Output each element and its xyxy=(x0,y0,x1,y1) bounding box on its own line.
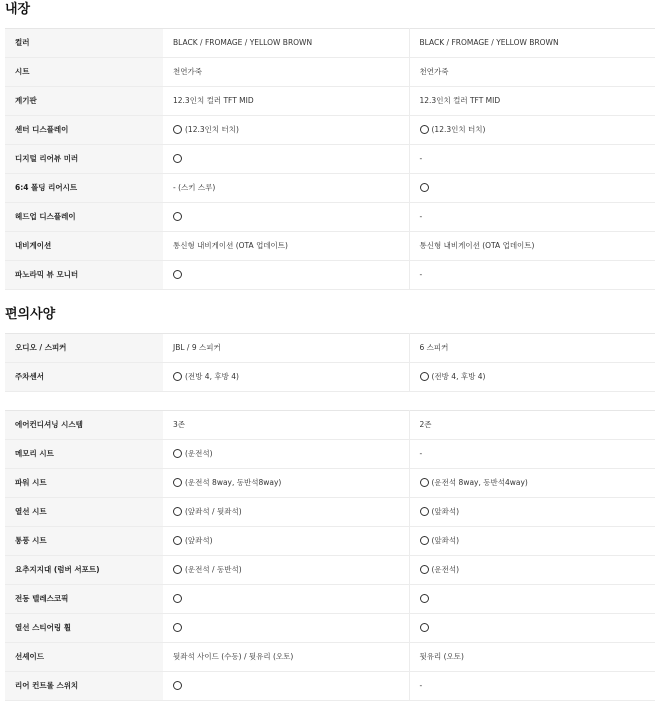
circle-available-icon xyxy=(173,681,182,690)
spec-value-b xyxy=(409,440,655,469)
spec-value-b xyxy=(409,556,655,585)
spec-value-a xyxy=(163,363,409,392)
spec-label: 오디오 / 스피커 xyxy=(5,334,163,363)
spec-value-a xyxy=(163,643,409,672)
spec-value-text: (운전석 / 동반석) xyxy=(185,565,242,574)
circle-available-icon xyxy=(173,623,182,632)
spec-value-text: 2존 xyxy=(419,420,432,429)
spec-value-text: BLACK / FROMAGE / YELLOW BROWN xyxy=(173,38,313,47)
spec-label: 통풍 시트 xyxy=(5,527,163,556)
spec-value-text: 천연가죽 xyxy=(173,67,202,76)
spec-value-b xyxy=(409,643,655,672)
spec-value-text: (앞좌석) xyxy=(431,536,460,545)
spec-label: 주차센서 xyxy=(5,363,163,392)
spec-value-text: - xyxy=(419,212,423,221)
circle-available-icon xyxy=(173,372,182,381)
spec-row xyxy=(5,527,655,556)
spec-row xyxy=(5,469,655,498)
spec-label: 파워 시트 xyxy=(5,469,163,498)
spec-value-text: (앞좌석) xyxy=(431,507,460,516)
spec-value-a xyxy=(163,232,409,261)
spec-value-text: 통신형 내비게이션 (OTA 업데이트) xyxy=(419,241,535,250)
interior-spec-table xyxy=(5,28,655,290)
spec-value-b xyxy=(409,363,655,392)
spec-row xyxy=(5,203,655,232)
circle-available-icon xyxy=(420,372,429,381)
spec-value-a xyxy=(163,334,409,363)
spec-value-b xyxy=(409,498,655,527)
section-title-interior: 내장 xyxy=(5,2,31,17)
spec-value-text: (운전석) xyxy=(431,565,460,574)
spec-value-a xyxy=(163,29,409,58)
spec-value-text: 뒷유리 (오토) xyxy=(419,652,464,661)
spec-row xyxy=(5,643,655,672)
spec-value-text: (12.3인치 터치) xyxy=(431,125,486,134)
spec-value-b xyxy=(409,203,655,232)
spec-value-text: - xyxy=(419,270,423,279)
spec-value-text: - (스키 스루) xyxy=(173,183,216,192)
spec-value-a xyxy=(163,556,409,585)
spec-value-b xyxy=(409,174,655,203)
circle-available-icon xyxy=(420,536,429,545)
spec-value-text: (운전석 8way, 동반석8way) xyxy=(185,478,282,487)
spec-value-text: 뒷좌석 사이드 (수동) / 뒷유리 (오토) xyxy=(173,652,294,661)
spec-label: 리어 컨트롤 스위치 xyxy=(5,672,163,701)
spec-row xyxy=(5,411,655,440)
circle-available-icon xyxy=(420,507,429,516)
spec-value-text: - xyxy=(419,449,423,458)
spec-value-a xyxy=(163,174,409,203)
spec-value-b xyxy=(409,116,655,145)
circle-available-icon xyxy=(173,270,182,279)
circle-available-icon xyxy=(173,507,182,516)
spec-value-text: (앞좌석 / 뒷좌석) xyxy=(185,507,242,516)
section-title-convenience: 편의사양 xyxy=(5,307,56,322)
spec-value-text: JBL / 9 스피커 xyxy=(173,343,221,352)
spec-row xyxy=(5,87,655,116)
spec-row xyxy=(5,440,655,469)
spec-row xyxy=(5,174,655,203)
spec-value-text: - xyxy=(419,681,423,690)
spec-label: 시트 xyxy=(5,58,163,87)
circle-available-icon xyxy=(173,212,182,221)
spec-row xyxy=(5,585,655,614)
spec-value-a xyxy=(163,203,409,232)
spec-value-text: 3존 xyxy=(173,420,186,429)
spec-label: 센터 디스플레이 xyxy=(5,116,163,145)
spec-value-b xyxy=(409,261,655,290)
spec-value-text: (12.3인치 터치) xyxy=(185,125,239,134)
circle-available-icon xyxy=(173,154,182,163)
spec-value-text: 천연가죽 xyxy=(419,67,449,76)
convenience-spec-table xyxy=(5,333,655,392)
spec-value-b xyxy=(409,527,655,556)
spec-value-b xyxy=(409,469,655,498)
circle-available-icon xyxy=(173,478,182,487)
spec-value-a xyxy=(163,440,409,469)
spec-value-text: BLACK / FROMAGE / YELLOW BROWN xyxy=(419,38,559,47)
spec-value-b xyxy=(409,87,655,116)
spec-value-a xyxy=(163,614,409,643)
spec-value-text: 6 스피커 xyxy=(419,343,449,352)
spec-value-b xyxy=(409,614,655,643)
spec-label: 열선 시트 xyxy=(5,498,163,527)
spec-value-a xyxy=(163,87,409,116)
circle-available-icon xyxy=(420,183,429,192)
comfort-spec-table xyxy=(5,410,655,701)
circle-available-icon xyxy=(420,565,429,574)
spec-row xyxy=(5,261,655,290)
spec-value-a xyxy=(163,261,409,290)
spec-label: 6:4 폴딩 리어시트 xyxy=(5,174,163,203)
spec-value-a xyxy=(163,58,409,87)
spec-value-text: (운전석 8way, 동반석4way) xyxy=(431,478,528,487)
circle-available-icon xyxy=(420,478,429,487)
circle-available-icon xyxy=(173,125,182,134)
spec-row xyxy=(5,116,655,145)
circle-available-icon xyxy=(173,536,182,545)
spec-row xyxy=(5,672,655,701)
spec-value-text: (운전석) xyxy=(185,449,213,458)
spec-value-b xyxy=(409,145,655,174)
spec-value-a xyxy=(163,527,409,556)
circle-available-icon xyxy=(420,125,429,134)
spec-value-a xyxy=(163,411,409,440)
spec-value-b xyxy=(409,585,655,614)
spec-value-b xyxy=(409,29,655,58)
spec-row xyxy=(5,556,655,585)
spec-value-a xyxy=(163,585,409,614)
spec-label: 컬러 xyxy=(5,29,163,58)
spec-value-text: (앞좌석) xyxy=(185,536,213,545)
spec-label: 디지털 리어뷰 미러 xyxy=(5,145,163,174)
spec-value-text: (전방 4, 후방 4) xyxy=(431,372,486,381)
spec-row xyxy=(5,334,655,363)
spec-value-text: (전방 4, 후방 4) xyxy=(185,372,239,381)
spec-value-text: - xyxy=(419,154,423,163)
circle-available-icon xyxy=(420,594,429,603)
spec-value-a xyxy=(163,672,409,701)
spec-row xyxy=(5,232,655,261)
spec-value-a xyxy=(163,469,409,498)
spec-value-b xyxy=(409,334,655,363)
spec-label: 계기판 xyxy=(5,87,163,116)
spec-value-b xyxy=(409,411,655,440)
circle-available-icon xyxy=(173,449,182,458)
circle-available-icon xyxy=(420,623,429,632)
spec-label: 내비게이션 xyxy=(5,232,163,261)
spec-label: 열선 스티어링 휠 xyxy=(5,614,163,643)
spec-label: 선셰이드 xyxy=(5,643,163,672)
spec-value-a xyxy=(163,116,409,145)
spec-label: 헤드업 디스플레이 xyxy=(5,203,163,232)
spec-value-text: 12.3인치 컬러 TFT MID xyxy=(173,96,254,105)
spec-row xyxy=(5,145,655,174)
spec-value-text: 12.3인치 컬러 TFT MID xyxy=(419,96,501,105)
circle-available-icon xyxy=(173,594,182,603)
spec-value-text: 통신형 내비게이션 (OTA 업데이트) xyxy=(173,241,288,250)
spec-label: 에어컨디셔닝 시스템 xyxy=(5,411,163,440)
spec-row xyxy=(5,498,655,527)
spec-value-b xyxy=(409,58,655,87)
spec-row xyxy=(5,29,655,58)
spec-label: 전동 텔레스코픽 xyxy=(5,585,163,614)
spec-value-a xyxy=(163,498,409,527)
spec-value-b xyxy=(409,232,655,261)
spec-row xyxy=(5,614,655,643)
spec-value-b xyxy=(409,672,655,701)
spec-label: 메모리 시트 xyxy=(5,440,163,469)
circle-available-icon xyxy=(173,565,182,574)
spec-row xyxy=(5,58,655,87)
spec-row xyxy=(5,363,655,392)
spec-value-a xyxy=(163,145,409,174)
spec-label: 파노라믹 뷰 모니터 xyxy=(5,261,163,290)
spec-label: 요추지지대 (럼버 서포트) xyxy=(5,556,163,585)
